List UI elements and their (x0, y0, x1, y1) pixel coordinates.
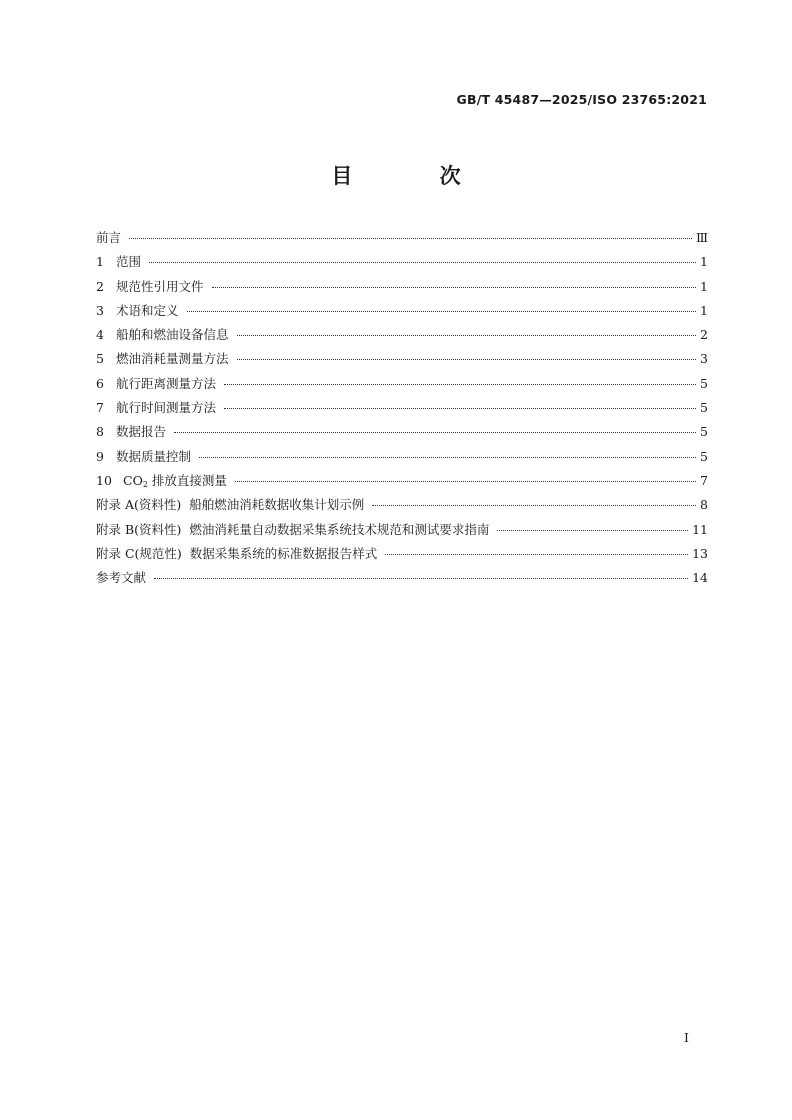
toc-entry-label-suffix: 排放直接测量 (147, 472, 227, 488)
co2-formula-subscript: 2 (142, 479, 148, 489)
toc-entry-page: 7 (700, 472, 708, 488)
dot-leader (149, 262, 696, 263)
toc-entry-annex-b[interactable] (96, 520, 708, 544)
co2-formula-prefix: CO (123, 472, 143, 488)
toc-entry-page: Ⅲ (695, 230, 708, 245)
toc-entry-page: 5 (700, 424, 708, 440)
page-title: 目 次 (331, 164, 501, 188)
toc-entry-label: 航行时间测量方法 (116, 400, 217, 416)
table-of-contents (96, 228, 708, 592)
toc-entry-page: 5 (700, 400, 708, 416)
toc-entry-label: 附录 A(资料性) 船舶燃油消耗数据收集计划示例 (96, 497, 365, 513)
toc-entry-number: 8 (96, 424, 104, 440)
toc-entry-page: 5 (700, 375, 708, 391)
dot-leader (129, 238, 692, 239)
toc-entry-annex-c[interactable] (96, 544, 708, 568)
dot-leader (235, 481, 696, 482)
toc-entry-label: 数据质量控制 (116, 448, 192, 464)
toc-entry-number: 2 (96, 278, 104, 294)
toc-entry-label: 数据报告 (116, 424, 167, 440)
toc-entry-number: 1 (96, 254, 104, 270)
toc-entry-page: 1 (700, 302, 708, 318)
dot-leader (224, 384, 696, 385)
dot-leader (385, 554, 688, 555)
toc-entry-6[interactable] (96, 374, 708, 398)
toc-entry-label: 燃油消耗量测量方法 (116, 351, 229, 367)
toc-entry-7[interactable] (96, 398, 708, 422)
toc-entry-label: 船舶和燃油设备信息 (116, 327, 229, 343)
toc-entry-label: 范围 (116, 254, 142, 270)
toc-entry-label (123, 471, 227, 489)
toc-entry-bibliography[interactable] (96, 568, 708, 592)
toc-entry-label: 规范性引用文件 (116, 278, 204, 294)
dot-leader (497, 530, 688, 531)
toc-entry-8[interactable] (96, 422, 708, 446)
dot-leader (199, 457, 696, 458)
dot-leader (187, 311, 697, 312)
toc-entry-number: 6 (96, 375, 104, 391)
toc-entry-9[interactable] (96, 447, 708, 471)
toc-entry-page: 1 (700, 254, 708, 270)
toc-entry-4[interactable] (96, 325, 708, 349)
toc-entry-5[interactable] (96, 349, 708, 373)
toc-entry-number: 10 (96, 472, 112, 488)
toc-entry-10[interactable] (96, 471, 708, 495)
standard-code: GB/T 45487—2025/ISO 23765:2021 (456, 92, 707, 107)
toc-entry-label: 参考文献 (96, 570, 147, 586)
toc-entry-page: 3 (700, 351, 708, 367)
toc-entry-page: 8 (700, 497, 708, 513)
toc-entry-page: 14 (692, 570, 708, 586)
toc-entry-1[interactable] (96, 252, 708, 276)
dot-leader (224, 408, 696, 409)
dot-leader (154, 578, 688, 579)
toc-entry-page: 11 (692, 521, 708, 537)
toc-entry-3[interactable] (96, 301, 708, 325)
dot-leader (237, 335, 697, 336)
dot-leader (174, 432, 696, 433)
dot-leader (212, 287, 697, 288)
toc-entry-page: 13 (692, 545, 708, 561)
page-number: I (684, 1030, 689, 1045)
toc-entry-page: 2 (700, 327, 708, 343)
toc-entry-2[interactable] (96, 277, 708, 301)
toc-entry-label: 附录 C(规范性) 数据采集系统的标准数据报告样式 (96, 545, 378, 561)
toc-entry-annex-a[interactable] (96, 495, 708, 519)
toc-entry-number: 5 (96, 351, 104, 367)
toc-entry-label: 前言 (96, 230, 122, 245)
toc-entry-page: 5 (700, 448, 708, 464)
toc-entry-number: 4 (96, 327, 104, 343)
toc-entry-label: 术语和定义 (116, 302, 179, 318)
toc-entry-foreword[interactable] (96, 228, 708, 252)
toc-entry-number: 9 (96, 448, 104, 464)
toc-entry-number: 3 (96, 302, 104, 318)
toc-entry-page: 1 (700, 278, 708, 294)
toc-entry-number: 7 (96, 400, 104, 416)
dot-leader (372, 505, 696, 506)
dot-leader (237, 359, 697, 360)
toc-entry-label: 附录 B(资料性) 燃油消耗量自动数据采集系统技术规范和测试要求指南 (96, 521, 490, 537)
toc-entry-label: 航行距离测量方法 (116, 375, 217, 391)
